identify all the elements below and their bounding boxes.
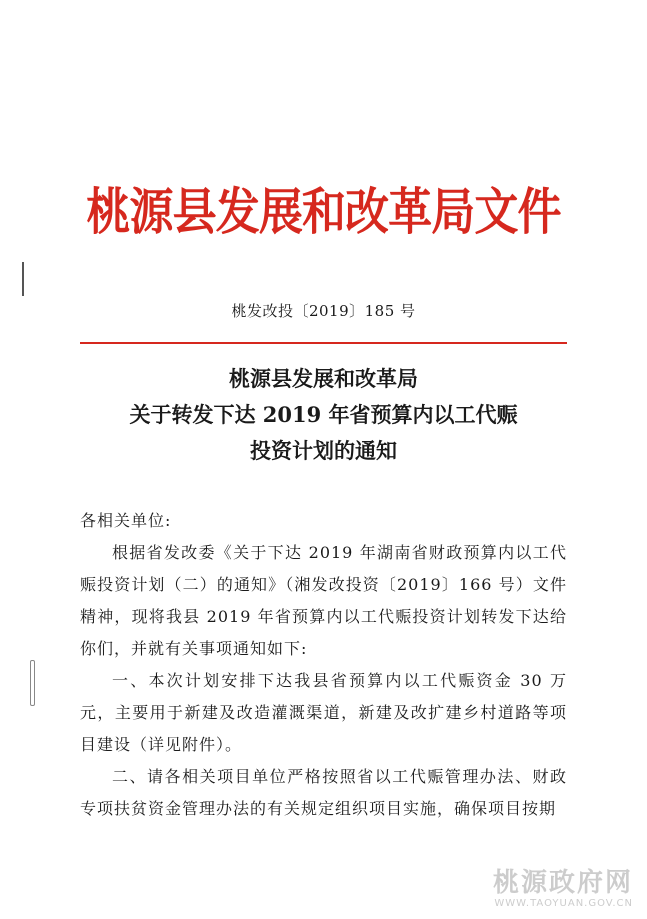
title-line-3: 投资计划的通知 [250, 438, 397, 463]
document-header-title: 桃源县发展和改革局文件 [86, 182, 561, 241]
body-paragraph: 二、请各相关项目单位严格按照省以工代赈管理办法、财政专项扶贫资金管理办法的有关规定组织项目实施，确保项目按期 [80, 767, 567, 818]
title-line-2: 关于转发下达 2019 年省预算内以工代赈 [129, 402, 518, 427]
watermark-name: 桃源政府网 [492, 868, 633, 898]
document-title [0, 361, 647, 469]
watermark-url: WWW.TAOYUAN.GOV.CN [494, 898, 633, 909]
body-paragraph: 一、本次计划安排下达我县省预算内以工代赈资金 30 万元，主要用于新建及改造灌溉渠道，新建及改扩建乡村道路等项目建设（详见附件）。 [80, 671, 567, 754]
document-number: 桃发改投〔2019〕185 号 [231, 302, 416, 320]
title-line-1: 桃源县发展和改革局 [229, 366, 418, 391]
document-body [80, 505, 567, 825]
scan-mark-left-bottom [30, 660, 35, 706]
scan-mark-left-top [22, 262, 24, 296]
red-divider-rule [80, 342, 567, 344]
site-watermark [493, 868, 633, 909]
body-paragraph: 根据省发改委《关于下达 2019 年湖南省财政预算内以工代赈投资计划（二）的通知》（湘发改投资〔2019〕166 号）文件精神，现将我县 2019 年省预算内以工代赈投资计划转发下达给你们，并就有关事项通知如下: [80, 543, 567, 658]
salutation: 各相关单位: [80, 511, 172, 530]
